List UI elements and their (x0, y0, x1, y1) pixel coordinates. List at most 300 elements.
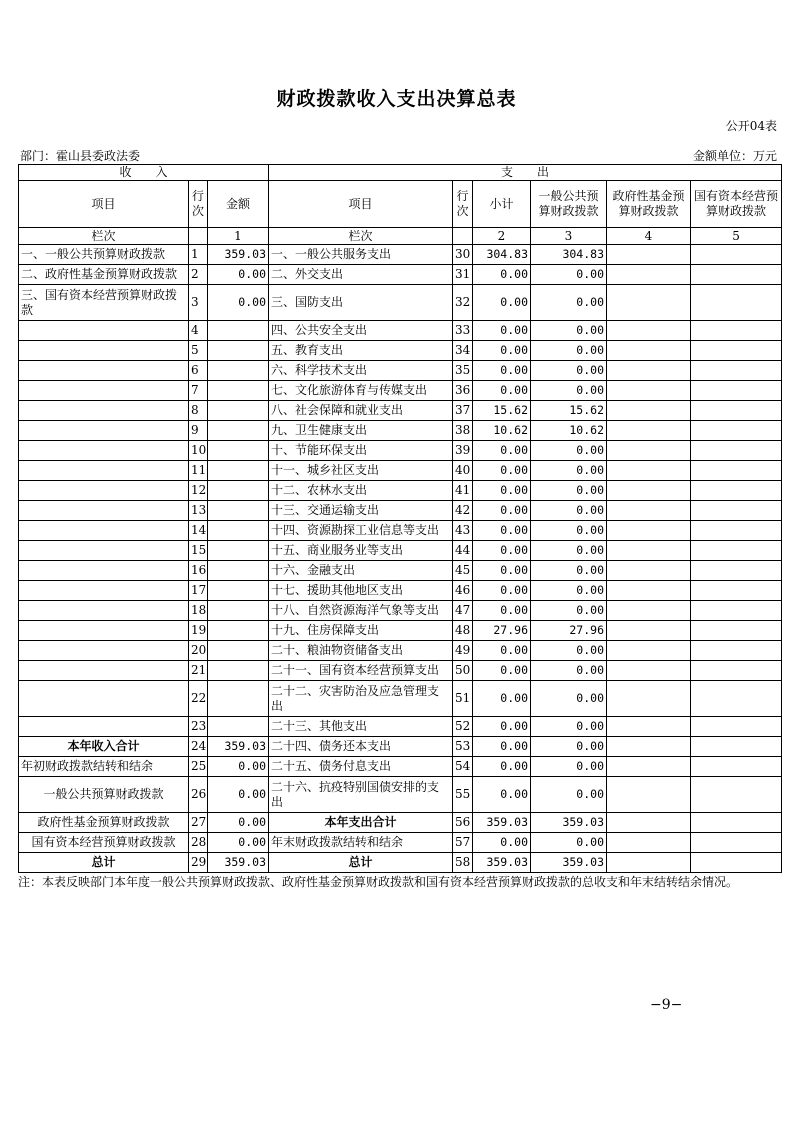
table-row (19, 681, 782, 717)
income-line-header: 行次 (189, 181, 208, 228)
income-line-cell: 17 (189, 581, 208, 601)
expense-line-cell: 57 (453, 833, 473, 853)
expense-general-budget-cell: 0.00 (531, 737, 607, 757)
expense-soe-cell (691, 501, 782, 521)
expense-subtotal-cell: 0.00 (473, 757, 531, 777)
expense-line-cell: 47 (453, 601, 473, 621)
expense-gov-fund-cell (607, 245, 691, 265)
expense-line-cell: 50 (453, 661, 473, 681)
expense-item-cell: 本年支出合计 (269, 813, 453, 833)
table-row (19, 757, 782, 777)
expense-item-cell: 六、科学技术支出 (269, 361, 453, 381)
budget-summary-table (18, 164, 782, 873)
expense-item-cell: 十三、交通运输支出 (269, 501, 453, 521)
expense-subtotal-cell: 0.00 (473, 285, 531, 321)
expense-subtotal-cell: 0.00 (473, 833, 531, 853)
expense-gov-fund-cell (607, 777, 691, 813)
expense-soe-cell (691, 361, 782, 381)
income-item-cell: 总计 (19, 853, 189, 873)
income-item-cell (19, 481, 189, 501)
expense-general-budget-cell: 0.00 (531, 285, 607, 321)
table-row (19, 461, 782, 481)
income-item-cell (19, 441, 189, 461)
expense-gov-fund-cell (607, 813, 691, 833)
expense-line-cell: 32 (453, 285, 473, 321)
expense-subtotal-cell: 0.00 (473, 501, 531, 521)
expense-item-cell: 二十四、债务还本支出 (269, 737, 453, 757)
table-row (19, 661, 782, 681)
expense-line-cell: 56 (453, 813, 473, 833)
expense-soe-cell (691, 421, 782, 441)
expense-gov-fund-cell (607, 461, 691, 481)
expense-soe-cell (691, 681, 782, 717)
expense-general-budget-cell: 0.00 (531, 461, 607, 481)
expense-item-cell: 四、公共安全支出 (269, 321, 453, 341)
expense-soe-cell (691, 777, 782, 813)
expense-soe-cell (691, 581, 782, 601)
income-amount-cell (208, 541, 269, 561)
expense-subtotal-cell: 0.00 (473, 601, 531, 621)
table-row (19, 813, 782, 833)
income-amount-cell: 359.03 (208, 245, 269, 265)
expense-line-cell: 53 (453, 737, 473, 757)
expense-line-cell: 52 (453, 717, 473, 737)
table-row (19, 717, 782, 737)
expense-subtotal-cell: 0.00 (473, 321, 531, 341)
income-item-cell (19, 621, 189, 641)
expense-gov-fund-cell (607, 757, 691, 777)
income-amount-cell (208, 561, 269, 581)
expense-gov-fund-cell (607, 717, 691, 737)
expense-line-cell: 39 (453, 441, 473, 461)
table-row (19, 321, 782, 341)
expense-subtotal-cell: 0.00 (473, 541, 531, 561)
expense-line-cell: 36 (453, 381, 473, 401)
expense-subtotal-cell: 0.00 (473, 381, 531, 401)
column-index-label: 栏次 (19, 228, 189, 245)
expense-gov-fund-cell (607, 681, 691, 717)
expense-item-cell: 十八、自然资源海洋气象等支出 (269, 601, 453, 621)
income-line-cell: 4 (189, 321, 208, 341)
income-amount-cell (208, 501, 269, 521)
expense-soe-cell (691, 245, 782, 265)
income-amount-cell (208, 401, 269, 421)
expense-soe-cell (691, 737, 782, 757)
expense-item-cell: 二十一、国有资本经营预算支出 (269, 661, 453, 681)
table-row (19, 285, 782, 321)
expense-item-cell: 总计 (269, 853, 453, 873)
income-line-cell: 9 (189, 421, 208, 441)
expense-general-budget-cell: 0.00 (531, 561, 607, 581)
income-amount-cell (208, 321, 269, 341)
income-item-cell (19, 461, 189, 481)
expense-general-budget-cell: 0.00 (531, 265, 607, 285)
column-index-2: 2 (473, 228, 531, 245)
income-line-cell: 6 (189, 361, 208, 381)
column-index-5: 5 (691, 228, 782, 245)
expense-general-budget-cell: 0.00 (531, 501, 607, 521)
column-index-4: 4 (607, 228, 691, 245)
expense-general-budget-cell: 0.00 (531, 717, 607, 737)
income-line-cell: 13 (189, 501, 208, 521)
expense-soe-cell (691, 661, 782, 681)
income-line-cell: 2 (189, 265, 208, 285)
table-row (19, 581, 782, 601)
expense-gov-fund-cell (607, 441, 691, 461)
income-amount-header: 金额 (208, 181, 269, 228)
expense-line-cell: 42 (453, 501, 473, 521)
expense-subtotal-cell: 0.00 (473, 341, 531, 361)
expense-subtotal-cell: 0.00 (473, 681, 531, 717)
expense-line-cell: 33 (453, 321, 473, 341)
income-item-cell: 二、政府性基金预算财政拨款 (19, 265, 189, 285)
income-line-cell: 28 (189, 833, 208, 853)
expense-soe-cell (691, 621, 782, 641)
income-amount-cell: 0.00 (208, 285, 269, 321)
income-amount-cell (208, 601, 269, 621)
page-title: 财政拨款收入支出决算总表 (276, 88, 517, 110)
column-index-1: 1 (208, 228, 269, 245)
expense-subtotal-cell: 359.03 (473, 813, 531, 833)
expense-gov-fund-cell (607, 853, 691, 873)
column-index-cell (453, 228, 473, 245)
income-item-cell (19, 381, 189, 401)
expense-general-budget-cell: 0.00 (531, 541, 607, 561)
income-line-cell: 20 (189, 641, 208, 661)
expense-soe-cell (691, 561, 782, 581)
expense-soe-cell (691, 381, 782, 401)
table-row (19, 621, 782, 641)
expense-gov-fund-cell (607, 521, 691, 541)
income-item-header: 项目 (19, 181, 189, 228)
expense-general-budget-cell: 359.03 (531, 853, 607, 873)
expense-soe-cell (691, 441, 782, 461)
expense-gov-fund-cell (607, 321, 691, 341)
income-amount-cell (208, 521, 269, 541)
income-amount-cell (208, 381, 269, 401)
expense-soe-cell (691, 285, 782, 321)
income-item-cell: 年初财政拨款结转和结余 (19, 757, 189, 777)
expense-subtotal-cell: 0.00 (473, 661, 531, 681)
expense-subtotal-cell: 0.00 (473, 265, 531, 285)
expense-gov-fund-cell (607, 421, 691, 441)
expense-general-budget-cell: 0.00 (531, 341, 607, 361)
expense-general-budget-cell: 0.00 (531, 381, 607, 401)
expense-soe-cell (691, 401, 782, 421)
expense-subtotal-cell: 0.00 (473, 441, 531, 461)
expense-line-header: 行次 (453, 181, 473, 228)
income-item-cell: 一、一般公共预算财政拨款 (19, 245, 189, 265)
income-item-cell (19, 341, 189, 361)
expense-item-cell: 十九、住房保障支出 (269, 621, 453, 641)
expense-gov-fund-cell (607, 501, 691, 521)
table-row (19, 441, 782, 461)
table-row (19, 853, 782, 873)
department-label: 部门：霍山县委政法委 (20, 149, 141, 163)
expense-item-cell: 五、教育支出 (269, 341, 453, 361)
expense-item-cell: 二十六、抗疫特别国债安排的支出 (269, 777, 453, 813)
column-index-cell (189, 228, 208, 245)
expense-gov-fund-cell (607, 341, 691, 361)
expense-gov-fund-cell (607, 601, 691, 621)
income-item-cell (19, 421, 189, 441)
expense-gov-fund-cell (607, 265, 691, 285)
income-amount-cell (208, 681, 269, 717)
table-row (19, 421, 782, 441)
income-line-cell: 12 (189, 481, 208, 501)
expense-soe-cell (691, 601, 782, 621)
expense-soe-cell (691, 461, 782, 481)
expense-line-cell: 48 (453, 621, 473, 641)
income-amount-cell (208, 717, 269, 737)
expense-item-cell: 二十二、灾害防治及应急管理支出 (269, 681, 453, 717)
expense-gov-fund-cell (607, 737, 691, 757)
expense-general-budget-cell: 0.00 (531, 581, 607, 601)
expense-subtotal-cell: 0.00 (473, 461, 531, 481)
column-index-label-2: 栏次 (269, 228, 453, 245)
expense-item-cell: 十一、城乡社区支出 (269, 461, 453, 481)
income-item-cell (19, 401, 189, 421)
income-amount-cell (208, 661, 269, 681)
expense-soe-cell (691, 833, 782, 853)
expense-line-cell: 55 (453, 777, 473, 813)
expense-item-cell: 二十三、其他支出 (269, 717, 453, 737)
expense-general-budget-cell: 0.00 (531, 661, 607, 681)
expense-item-header: 项目 (269, 181, 453, 228)
income-item-cell (19, 601, 189, 621)
expense-soe-cell (691, 321, 782, 341)
header-row-columns (19, 181, 782, 228)
table-row (19, 401, 782, 421)
expense-gov-fund-cell (607, 285, 691, 321)
expense-soe-cell (691, 853, 782, 873)
expense-item-cell: 七、文化旅游体育与传媒支出 (269, 381, 453, 401)
expense-general-budget-cell: 0.00 (531, 521, 607, 541)
expense-item-cell: 十二、农林水支出 (269, 481, 453, 501)
expense-subtotal-cell: 0.00 (473, 361, 531, 381)
expense-subtotal-cell: 359.03 (473, 853, 531, 873)
table-row (19, 641, 782, 661)
expense-gov-fund-cell (607, 381, 691, 401)
table-row (19, 541, 782, 561)
income-item-cell (19, 561, 189, 581)
expense-subtotal-cell: 0.00 (473, 737, 531, 757)
expense-subtotal-cell: 0.00 (473, 581, 531, 601)
expense-item-cell: 年末财政拨款结转和结余 (269, 833, 453, 853)
expense-item-cell: 二十五、债务付息支出 (269, 757, 453, 777)
expense-soe-cell (691, 757, 782, 777)
expense-line-cell: 51 (453, 681, 473, 717)
expense-soe-cell (691, 641, 782, 661)
income-item-cell (19, 321, 189, 341)
expense-line-cell: 43 (453, 521, 473, 541)
expense-line-cell: 35 (453, 361, 473, 381)
income-amount-cell (208, 441, 269, 461)
expense-item-cell: 十七、援助其他地区支出 (269, 581, 453, 601)
expense-gov-fund-cell (607, 833, 691, 853)
expense-line-cell: 54 (453, 757, 473, 777)
expense-subtotal-cell: 27.96 (473, 621, 531, 641)
expense-general-budget-cell: 0.00 (531, 601, 607, 621)
income-item-cell (19, 717, 189, 737)
amount-unit-label: 金额单位：万元 (692, 149, 777, 163)
expense-general-budget-cell: 0.00 (531, 441, 607, 461)
income-item-cell: 一般公共预算财政拨款 (19, 777, 189, 813)
expense-line-cell: 45 (453, 561, 473, 581)
expense-general-budget-cell: 10.62 (531, 421, 607, 441)
expense-soe-cell (691, 265, 782, 285)
income-line-cell: 14 (189, 521, 208, 541)
income-item-cell: 政府性基金预算财政拨款 (19, 813, 189, 833)
subtotal-header: 小计 (473, 181, 531, 228)
expense-gov-fund-cell (607, 561, 691, 581)
expense-subtotal-cell: 304.83 (473, 245, 531, 265)
income-line-cell: 15 (189, 541, 208, 561)
expense-general-budget-cell: 0.00 (531, 361, 607, 381)
table-row (19, 381, 782, 401)
expense-line-cell: 58 (453, 853, 473, 873)
expense-gov-fund-cell (607, 541, 691, 561)
income-item-cell (19, 521, 189, 541)
income-amount-cell: 0.00 (208, 813, 269, 833)
expense-item-cell: 八、社会保障和就业支出 (269, 401, 453, 421)
income-amount-cell: 359.03 (208, 737, 269, 757)
table-row (19, 521, 782, 541)
expense-item-cell: 三、国防支出 (269, 285, 453, 321)
expense-line-cell: 49 (453, 641, 473, 661)
expense-subtotal-cell: 0.00 (473, 481, 531, 501)
column-index-3: 3 (531, 228, 607, 245)
expense-item-cell: 十、节能环保支出 (269, 441, 453, 461)
table-row (19, 265, 782, 285)
expense-line-cell: 40 (453, 461, 473, 481)
expense-general-budget-cell: 0.00 (531, 641, 607, 661)
income-line-cell: 23 (189, 717, 208, 737)
expense-subtotal-cell: 0.00 (473, 777, 531, 813)
expense-subtotal-cell: 10.62 (473, 421, 531, 441)
expense-line-cell: 38 (453, 421, 473, 441)
income-line-cell: 24 (189, 737, 208, 757)
income-line-cell: 25 (189, 757, 208, 777)
income-amount-cell (208, 461, 269, 481)
income-line-cell: 27 (189, 813, 208, 833)
income-line-cell: 26 (189, 777, 208, 813)
expense-subtotal-cell: 15.62 (473, 401, 531, 421)
form-number: 公开04表 (725, 119, 777, 133)
income-amount-cell (208, 481, 269, 501)
income-amount-cell: 359.03 (208, 853, 269, 873)
income-item-cell (19, 361, 189, 381)
income-item-cell (19, 681, 189, 717)
gov-fund-header: 政府性基金预算财政拨款 (607, 181, 691, 228)
expense-item-cell: 十四、资源勘探工业信息等支出 (269, 521, 453, 541)
expense-general-budget-cell: 0.00 (531, 833, 607, 853)
expense-line-cell: 31 (453, 265, 473, 285)
expense-soe-cell (691, 717, 782, 737)
table-row (19, 501, 782, 521)
expense-gov-fund-cell (607, 401, 691, 421)
income-section-header: 收 入 (19, 165, 269, 181)
expense-soe-cell (691, 481, 782, 501)
expense-general-budget-cell: 0.00 (531, 481, 607, 501)
table-row (19, 341, 782, 361)
expense-item-cell: 十六、金融支出 (269, 561, 453, 581)
income-line-cell: 11 (189, 461, 208, 481)
expense-gov-fund-cell (607, 581, 691, 601)
expense-subtotal-cell: 0.00 (473, 561, 531, 581)
expense-general-budget-cell: 359.03 (531, 813, 607, 833)
expense-item-cell: 一、一般公共服务支出 (269, 245, 453, 265)
income-line-cell: 22 (189, 681, 208, 717)
table-row (19, 481, 782, 501)
expense-item-cell: 十五、商业服务业等支出 (269, 541, 453, 561)
page-number: −9− (650, 997, 683, 1013)
soe-capital-header: 国有资本经营预算财政拨款 (691, 181, 782, 228)
expense-soe-cell (691, 541, 782, 561)
column-index-row (19, 228, 782, 245)
expense-item-cell: 二十、粮油物资储备支出 (269, 641, 453, 661)
expense-subtotal-cell: 0.00 (473, 521, 531, 541)
expense-general-budget-cell: 27.96 (531, 621, 607, 641)
income-amount-cell: 0.00 (208, 777, 269, 813)
income-amount-cell: 0.00 (208, 757, 269, 777)
expense-gov-fund-cell (607, 361, 691, 381)
expense-gov-fund-cell (607, 481, 691, 501)
income-amount-cell (208, 341, 269, 361)
income-line-cell: 19 (189, 621, 208, 641)
income-line-cell: 29 (189, 853, 208, 873)
expense-general-budget-cell: 0.00 (531, 757, 607, 777)
income-item-cell: 三、国有资本经营预算财政拨款 (19, 285, 189, 321)
table-row (19, 601, 782, 621)
table-row (19, 561, 782, 581)
table-row (19, 777, 782, 813)
expense-gov-fund-cell (607, 661, 691, 681)
income-amount-cell (208, 581, 269, 601)
income-line-cell: 18 (189, 601, 208, 621)
income-line-cell: 7 (189, 381, 208, 401)
table-row (19, 361, 782, 381)
table-row (19, 245, 782, 265)
table-row (19, 737, 782, 757)
expense-soe-cell (691, 813, 782, 833)
table-footnote: 注：本表反映部门本年度一般公共预算财政拨款、政府性基金预算财政拨款和国有资本经营预算财政拨款的总收支和年末结转结余情况。 (18, 875, 739, 889)
expense-line-cell: 34 (453, 341, 473, 361)
income-amount-cell (208, 421, 269, 441)
expense-item-cell: 九、卫生健康支出 (269, 421, 453, 441)
expense-gov-fund-cell (607, 641, 691, 661)
income-line-cell: 21 (189, 661, 208, 681)
income-amount-cell: 0.00 (208, 833, 269, 853)
income-amount-cell: 0.00 (208, 265, 269, 285)
income-item-cell (19, 661, 189, 681)
expense-item-cell: 二、外交支出 (269, 265, 453, 285)
table-row (19, 833, 782, 853)
expense-subtotal-cell: 0.00 (473, 717, 531, 737)
expense-line-cell: 46 (453, 581, 473, 601)
expense-line-cell: 41 (453, 481, 473, 501)
expense-soe-cell (691, 341, 782, 361)
expense-line-cell: 30 (453, 245, 473, 265)
header-row-section (19, 165, 782, 181)
income-item-cell (19, 541, 189, 561)
expense-general-budget-cell: 0.00 (531, 681, 607, 717)
expense-general-budget-cell: 0.00 (531, 321, 607, 341)
income-amount-cell (208, 361, 269, 381)
expense-subtotal-cell: 0.00 (473, 641, 531, 661)
expense-soe-cell (691, 521, 782, 541)
expense-line-cell: 44 (453, 541, 473, 561)
